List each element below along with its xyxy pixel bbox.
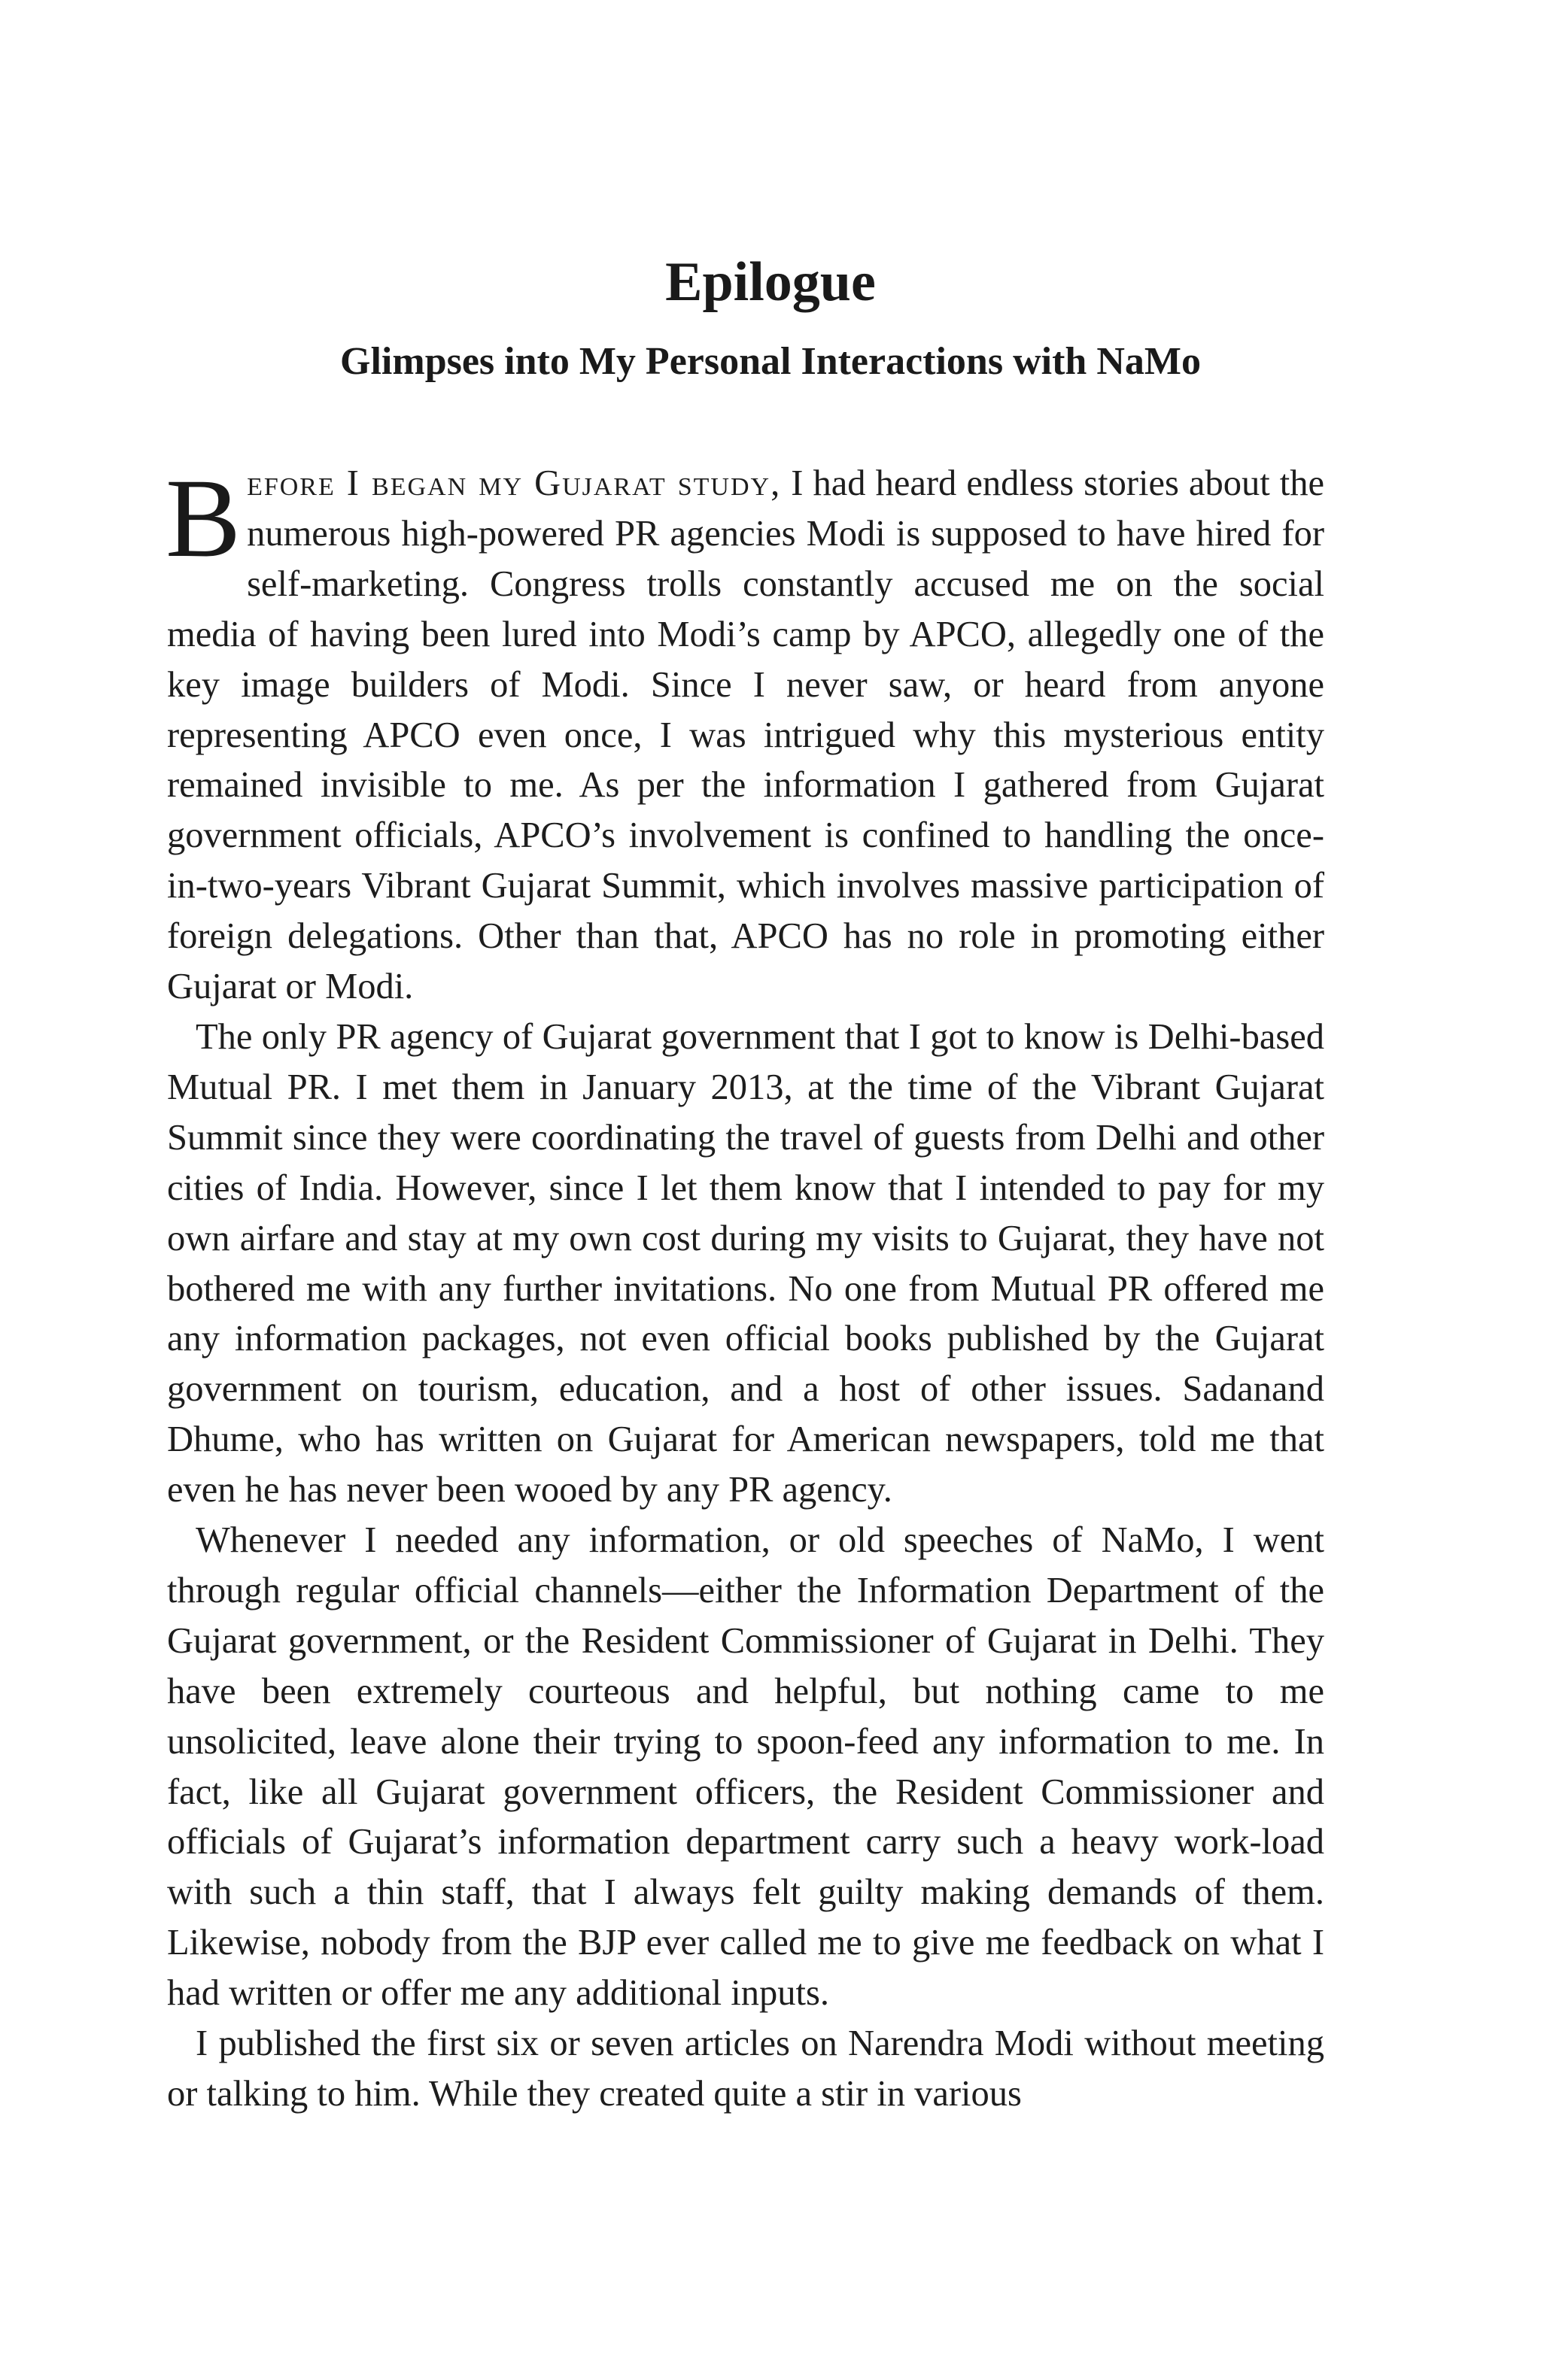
paragraph-2: The only PR agency of Gujarat government that I got to know is Delhi-based Mutual PR. I met them in January 2013, at the time of the Vibrant Gujarat Summit since they were coordinating the travel of guests from Delhi and other cities of India. However, since I let them know that I intended to pay for my own airfare and stay at my own cost during my visits to Gujarat, they have not bothered me with any further invitations. No one from Mutual PR offered me any information packages, not even official books published by the Gujarat government on tourism, education, and a host of other issues. Sadanand Dhume, who has written on Gujarat for American newspapers, told me that even he has never been wooed by any PR agency. — [167, 1016, 1324, 1510]
chapter-title: Epilogue — [665, 251, 876, 313]
lead-in-small-caps: efore I began my Gujarat study, — [247, 463, 782, 503]
chapter-subtitle: Glimpses into My Personal Interactions with NaMo — [340, 340, 1201, 383]
body-text — [166, 456, 1324, 2120]
paragraph-4: I published the first six or seven articles on Narendra Modi without meeting or talking to him. While they created quite a stir in various — [167, 2023, 1324, 2114]
paragraph-1-text: I had heard endless stories about the numerous high-powered PR agencies Modi is supposed to have hired for self-marketing. Congress trolls constantly accused me on the social media of having been lured into Modi’s camp by APCO, allegedly one of the key image builders of Modi. Since I never saw, or heard from anyone representing APCO even once, I was intrigued why this mysterious entity remained invisible to me. As per the information I gathered from Gujarat government officials, APCO’s involvement is confined to handling the once-in-two-years Vibrant Gujarat Summit, which involves massive participation of foreign delegations. Other than that, APCO has no role in promoting either Gujarat or Modi. — [167, 463, 1324, 1007]
paragraph-3: Whenever I needed any information, or old speeches of NaMo, I went through regular official channels—either the Information Department of the Gujarat government, or the Resident Commissioner of Gujarat in Delhi. They have been extremely courteous and helpful, but nothing came to me unsolicited, leave alone their trying to spoon-feed any information to me. In fact, like all Gujarat government officers, the Resident Commissioner and officials of Gujarat’s information department carry such a heavy work-load with such a thin staff, that I always felt guilty making demands of them. Likewise, nobody from the BJP ever called me to give me feedback on what I had written or offer me any additional inputs. — [167, 1520, 1324, 2014]
drop-cap: B — [166, 456, 242, 581]
paragraph-1 — [166, 456, 1324, 1012]
